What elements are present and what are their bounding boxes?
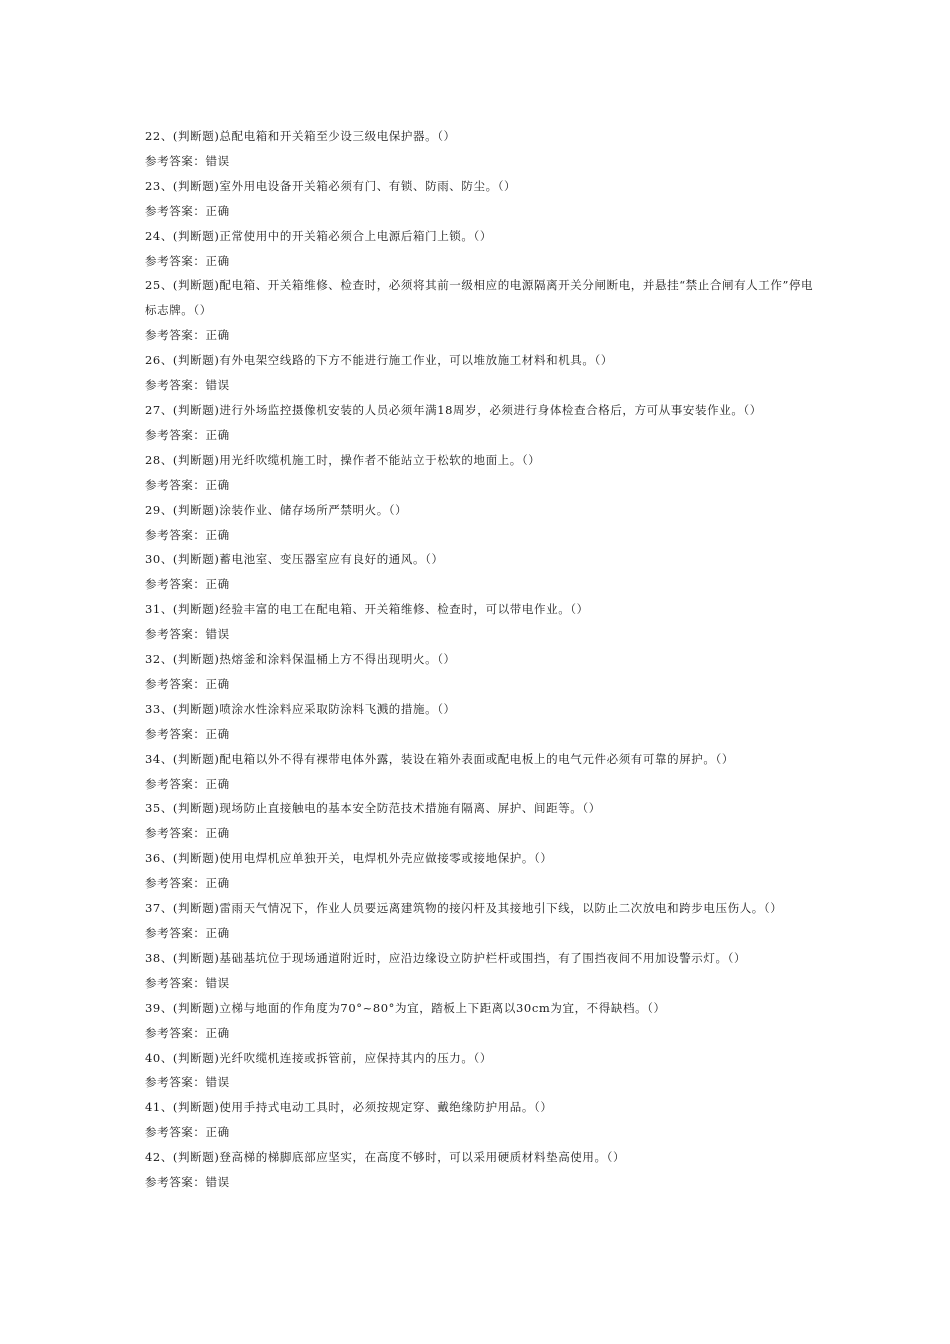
answer-36: 参考答案：正确	[145, 876, 230, 891]
answer-25: 参考答案：正确	[145, 328, 230, 343]
answer-30: 参考答案：正确	[145, 577, 230, 592]
question-25: 25、(判断题)配电箱、开关箱维修、检查时，必须将其前一级相应的电源隔离开关分闸断电，并悬挂“禁止合闸有人工作”停电标志牌。（）	[145, 278, 814, 318]
question-24: 24、(判断题)正常使用中的开关箱必须合上电源后箱门上锁。（）	[145, 228, 492, 243]
answer-31: 参考答案：错误	[145, 627, 230, 642]
question-29: 29、(判断题)涂装作业、储存场所严禁明火。（）	[145, 502, 408, 517]
answer-42: 参考答案：错误	[145, 1175, 230, 1190]
answer-41: 参考答案：正确	[145, 1125, 230, 1140]
question-39: 39、(判断题)立梯与地面的作角度为70°~80°为宜，踏板上下距离以30cm为宜，不得缺档。（）	[145, 1000, 666, 1015]
answer-26: 参考答案：错误	[145, 378, 230, 393]
question-33: 33、(判断题)喷涂水性涂料应采取防涂料飞溅的措施。（）	[145, 701, 456, 716]
question-42: 42、(判断题)登高梯的梯脚底部应坚实，在高度不够时，可以采用硬质材料垫高使用。（）	[145, 1150, 626, 1165]
question-38: 38、(判断题)基础基坑位于现场通道附近时，应沿边缘设立防护栏杆或围挡，有了围挡夜间不用加设警示灯。（）	[145, 950, 747, 965]
question-23: 23、(判断题)室外用电设备开关箱必须有门、有锁、防雨、防尘。（）	[145, 178, 517, 193]
question-27: 27、(判断题)进行外场监控摄像机安装的人员必须年满18周岁，必须进行身体检查合格后，方可从事安装作业。（）	[145, 402, 762, 417]
question-28: 28、(判断题)用光纤吹缆机施工时，操作者不能站立于松软的地面上。（）	[145, 452, 541, 467]
question-40: 40、(判断题)光纤吹缆机连接或拆管前，应保持其内的压力。（）	[145, 1050, 492, 1065]
question-37: 37、(判断题)雷雨天气情况下，作业人员要远离建筑物的接闪杆及其接地引下线，以防止二次放电和跨步电压伤人。（）	[145, 901, 783, 916]
question-41: 41、(判断题)使用手持式电动工具时，必须按规定穿、戴绝缘防护用品。（）	[145, 1100, 553, 1115]
answer-23: 参考答案：正确	[145, 203, 230, 218]
question-30: 30、(判断题)蓄电池室、变压器室应有良好的通风。（）	[145, 552, 444, 567]
answer-28: 参考答案：正确	[145, 477, 230, 492]
answer-22: 参考答案：错误	[145, 153, 230, 168]
answer-24: 参考答案：正确	[145, 253, 230, 268]
question-32: 32、(判断题)热熔釜和涂料保温桶上方不得出现明火。（）	[145, 652, 456, 667]
answer-40: 参考答案：错误	[145, 1075, 230, 1090]
document-page	[145, 124, 815, 1195]
question-31: 31、(判断题)经验丰富的电工在配电箱、开关箱维修、检查时，可以带电作业。（）	[145, 602, 589, 617]
question-26: 26、(判断题)有外电架空线路的下方不能进行施工作业，可以堆放施工材料和机具。（）	[145, 353, 613, 368]
answer-34: 参考答案：正确	[145, 776, 230, 791]
answer-29: 参考答案：正确	[145, 527, 230, 542]
answer-37: 参考答案：正确	[145, 926, 230, 940]
question-36: 36、(判断题)使用电焊机应单独开关，电焊机外壳应做接零或接地保护。（）	[145, 851, 553, 866]
question-35: 35、(判断题)现场防止直接触电的基本安全防范技术措施有隔离、屏护、间距等。（）	[145, 801, 601, 816]
question-22: 22、(判断题)总配电箱和开关箱至少设三级电保护器。（）	[145, 129, 456, 143]
answer-35: 参考答案：正确	[145, 826, 230, 841]
question-34: 34、(判断题)配电箱以外不得有裸带电体外露，装设在箱外表面或配电板上的电气元件必须有可靠的屏护。（）	[145, 751, 734, 766]
answer-33: 参考答案：正确	[145, 726, 230, 741]
answer-27: 参考答案：正确	[145, 427, 230, 442]
answer-38: 参考答案：错误	[145, 975, 230, 990]
answer-32: 参考答案：正确	[145, 676, 230, 691]
answer-39: 参考答案：正确	[145, 1025, 230, 1040]
